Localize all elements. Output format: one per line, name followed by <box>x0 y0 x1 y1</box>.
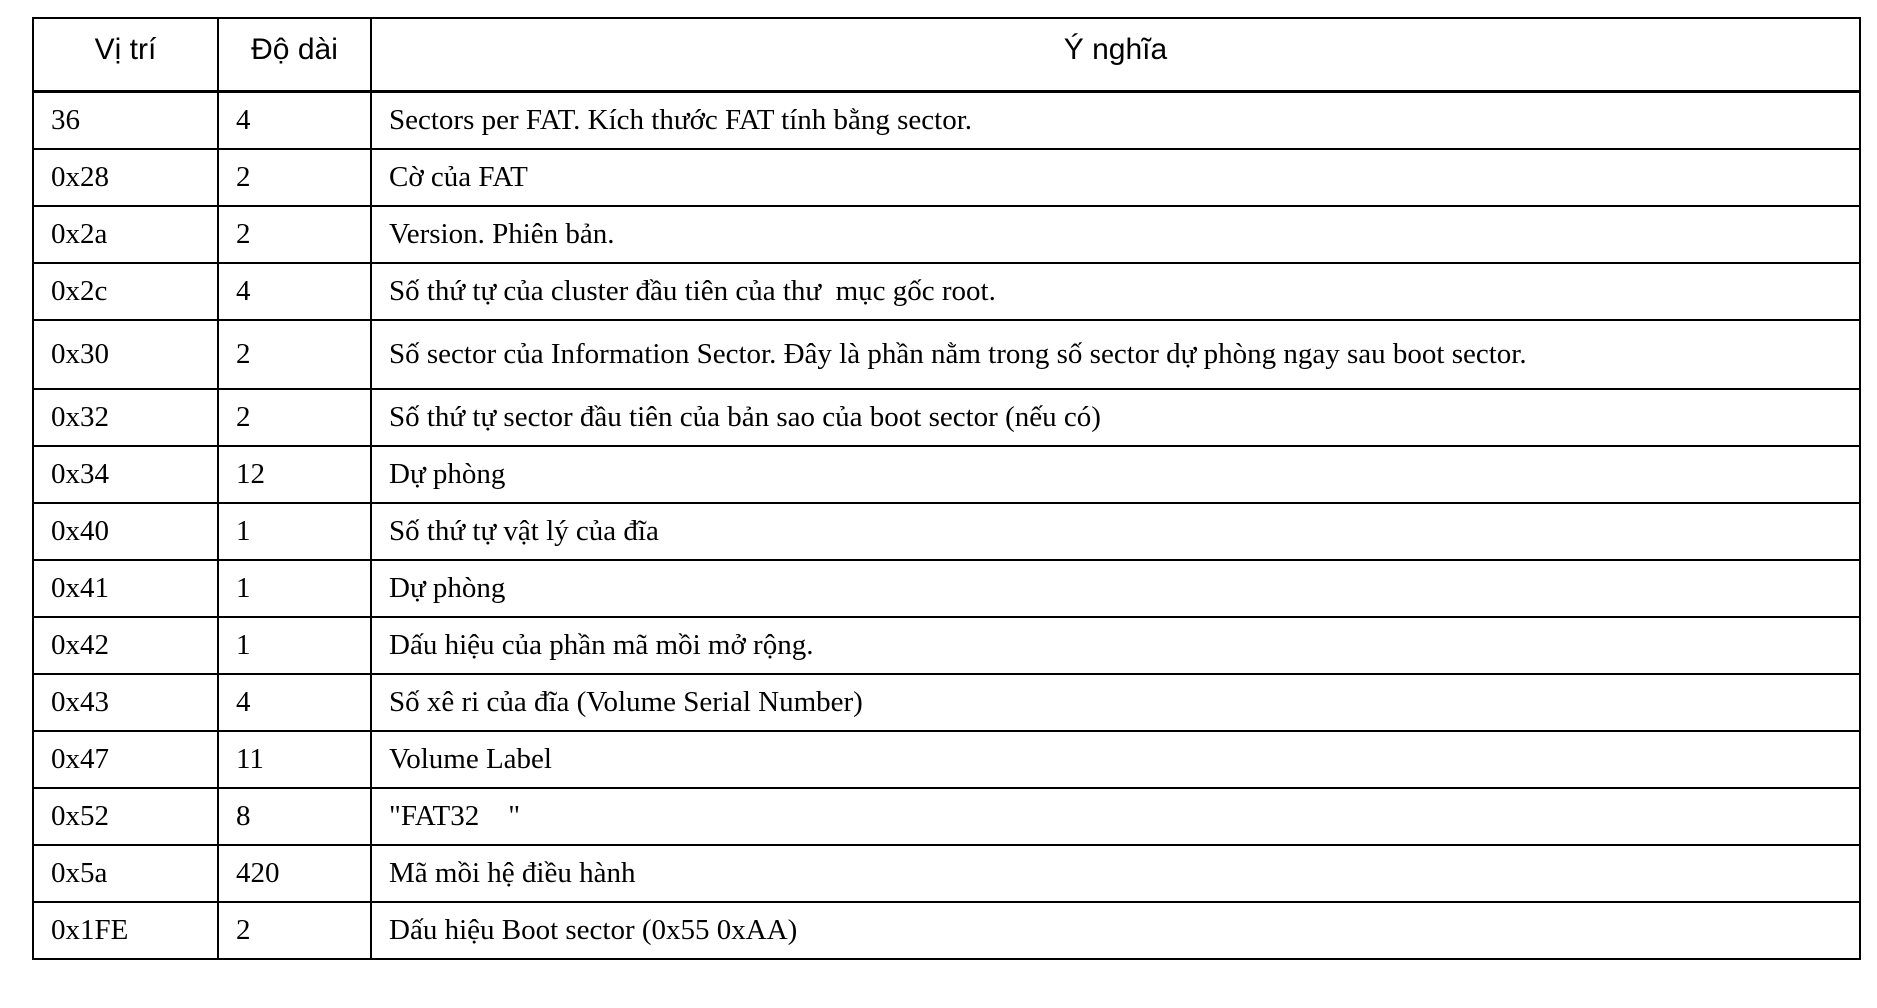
cell-position: 0x5a <box>33 845 218 902</box>
cell-length: 2 <box>218 320 371 389</box>
header-position: Vị trí <box>33 18 218 91</box>
table-row <box>33 560 1860 617</box>
header-length: Độ dài <box>218 18 371 91</box>
cell-meaning: Sectors per FAT. Kích thước FAT tính bằng sector. <box>371 91 1860 149</box>
cell-meaning: Dấu hiệu của phần mã mồi mở rộng. <box>371 617 1860 674</box>
cell-position: 36 <box>33 91 218 149</box>
cell-position: 0x32 <box>33 389 218 446</box>
cell-meaning: Dấu hiệu Boot sector (0x55 0xAA) <box>371 902 1860 959</box>
cell-position: 0x30 <box>33 320 218 389</box>
cell-meaning: Dự phòng <box>371 560 1860 617</box>
table-row <box>33 674 1860 731</box>
cell-position: 0x47 <box>33 731 218 788</box>
cell-position: 0x1FE <box>33 902 218 959</box>
cell-length: 8 <box>218 788 371 845</box>
cell-length: 2 <box>218 902 371 959</box>
cell-meaning: Cờ của FAT <box>371 149 1860 206</box>
cell-position: 0x34 <box>33 446 218 503</box>
cell-position: 0x52 <box>33 788 218 845</box>
cell-length: 2 <box>218 389 371 446</box>
boot-sector-table <box>32 17 1861 960</box>
table-row <box>33 389 1860 446</box>
cell-length: 4 <box>218 91 371 149</box>
table-body <box>33 91 1860 959</box>
cell-meaning: Số sector của Information Sector. Đây là phần nằm trong số sector dự phòng ngay sau boot sector. <box>371 320 1860 389</box>
cell-length: 4 <box>218 674 371 731</box>
cell-position: 0x2a <box>33 206 218 263</box>
table-row <box>33 731 1860 788</box>
cell-position: 0x28 <box>33 149 218 206</box>
cell-length: 4 <box>218 263 371 320</box>
table-header <box>33 18 1860 91</box>
cell-meaning: Dự phòng <box>371 446 1860 503</box>
cell-length: 1 <box>218 617 371 674</box>
cell-meaning: Số thứ tự vật lý của đĩa <box>371 503 1860 560</box>
cell-position: 0x43 <box>33 674 218 731</box>
header-row <box>33 18 1860 91</box>
cell-length: 2 <box>218 206 371 263</box>
cell-length: 12 <box>218 446 371 503</box>
table-row <box>33 149 1860 206</box>
table-row <box>33 503 1860 560</box>
cell-meaning: Volume Label <box>371 731 1860 788</box>
table-row <box>33 902 1860 959</box>
cell-length: 420 <box>218 845 371 902</box>
table-row <box>33 320 1860 389</box>
cell-length: 2 <box>218 149 371 206</box>
cell-meaning: Số thứ tự của cluster đầu tiên của thư mục gốc root. <box>371 263 1860 320</box>
cell-position: 0x42 <box>33 617 218 674</box>
table-row <box>33 788 1860 845</box>
cell-length: 11 <box>218 731 371 788</box>
cell-meaning: Version. Phiên bản. <box>371 206 1860 263</box>
cell-meaning: Số thứ tự sector đầu tiên của bản sao của boot sector (nếu có) <box>371 389 1860 446</box>
table-row <box>33 845 1860 902</box>
cell-meaning: Mã mồi hệ điều hành <box>371 845 1860 902</box>
cell-meaning: Số xê ri của đĩa (Volume Serial Number) <box>371 674 1860 731</box>
table-row <box>33 263 1860 320</box>
cell-length: 1 <box>218 503 371 560</box>
cell-position: 0x41 <box>33 560 218 617</box>
cell-position: 0x2c <box>33 263 218 320</box>
table-row <box>33 206 1860 263</box>
header-meaning: Ý nghĩa <box>371 18 1860 91</box>
table-row <box>33 446 1860 503</box>
table-row <box>33 617 1860 674</box>
cell-position: 0x40 <box>33 503 218 560</box>
cell-meaning: "FAT32 " <box>371 788 1860 845</box>
table-row <box>33 91 1860 149</box>
cell-length: 1 <box>218 560 371 617</box>
